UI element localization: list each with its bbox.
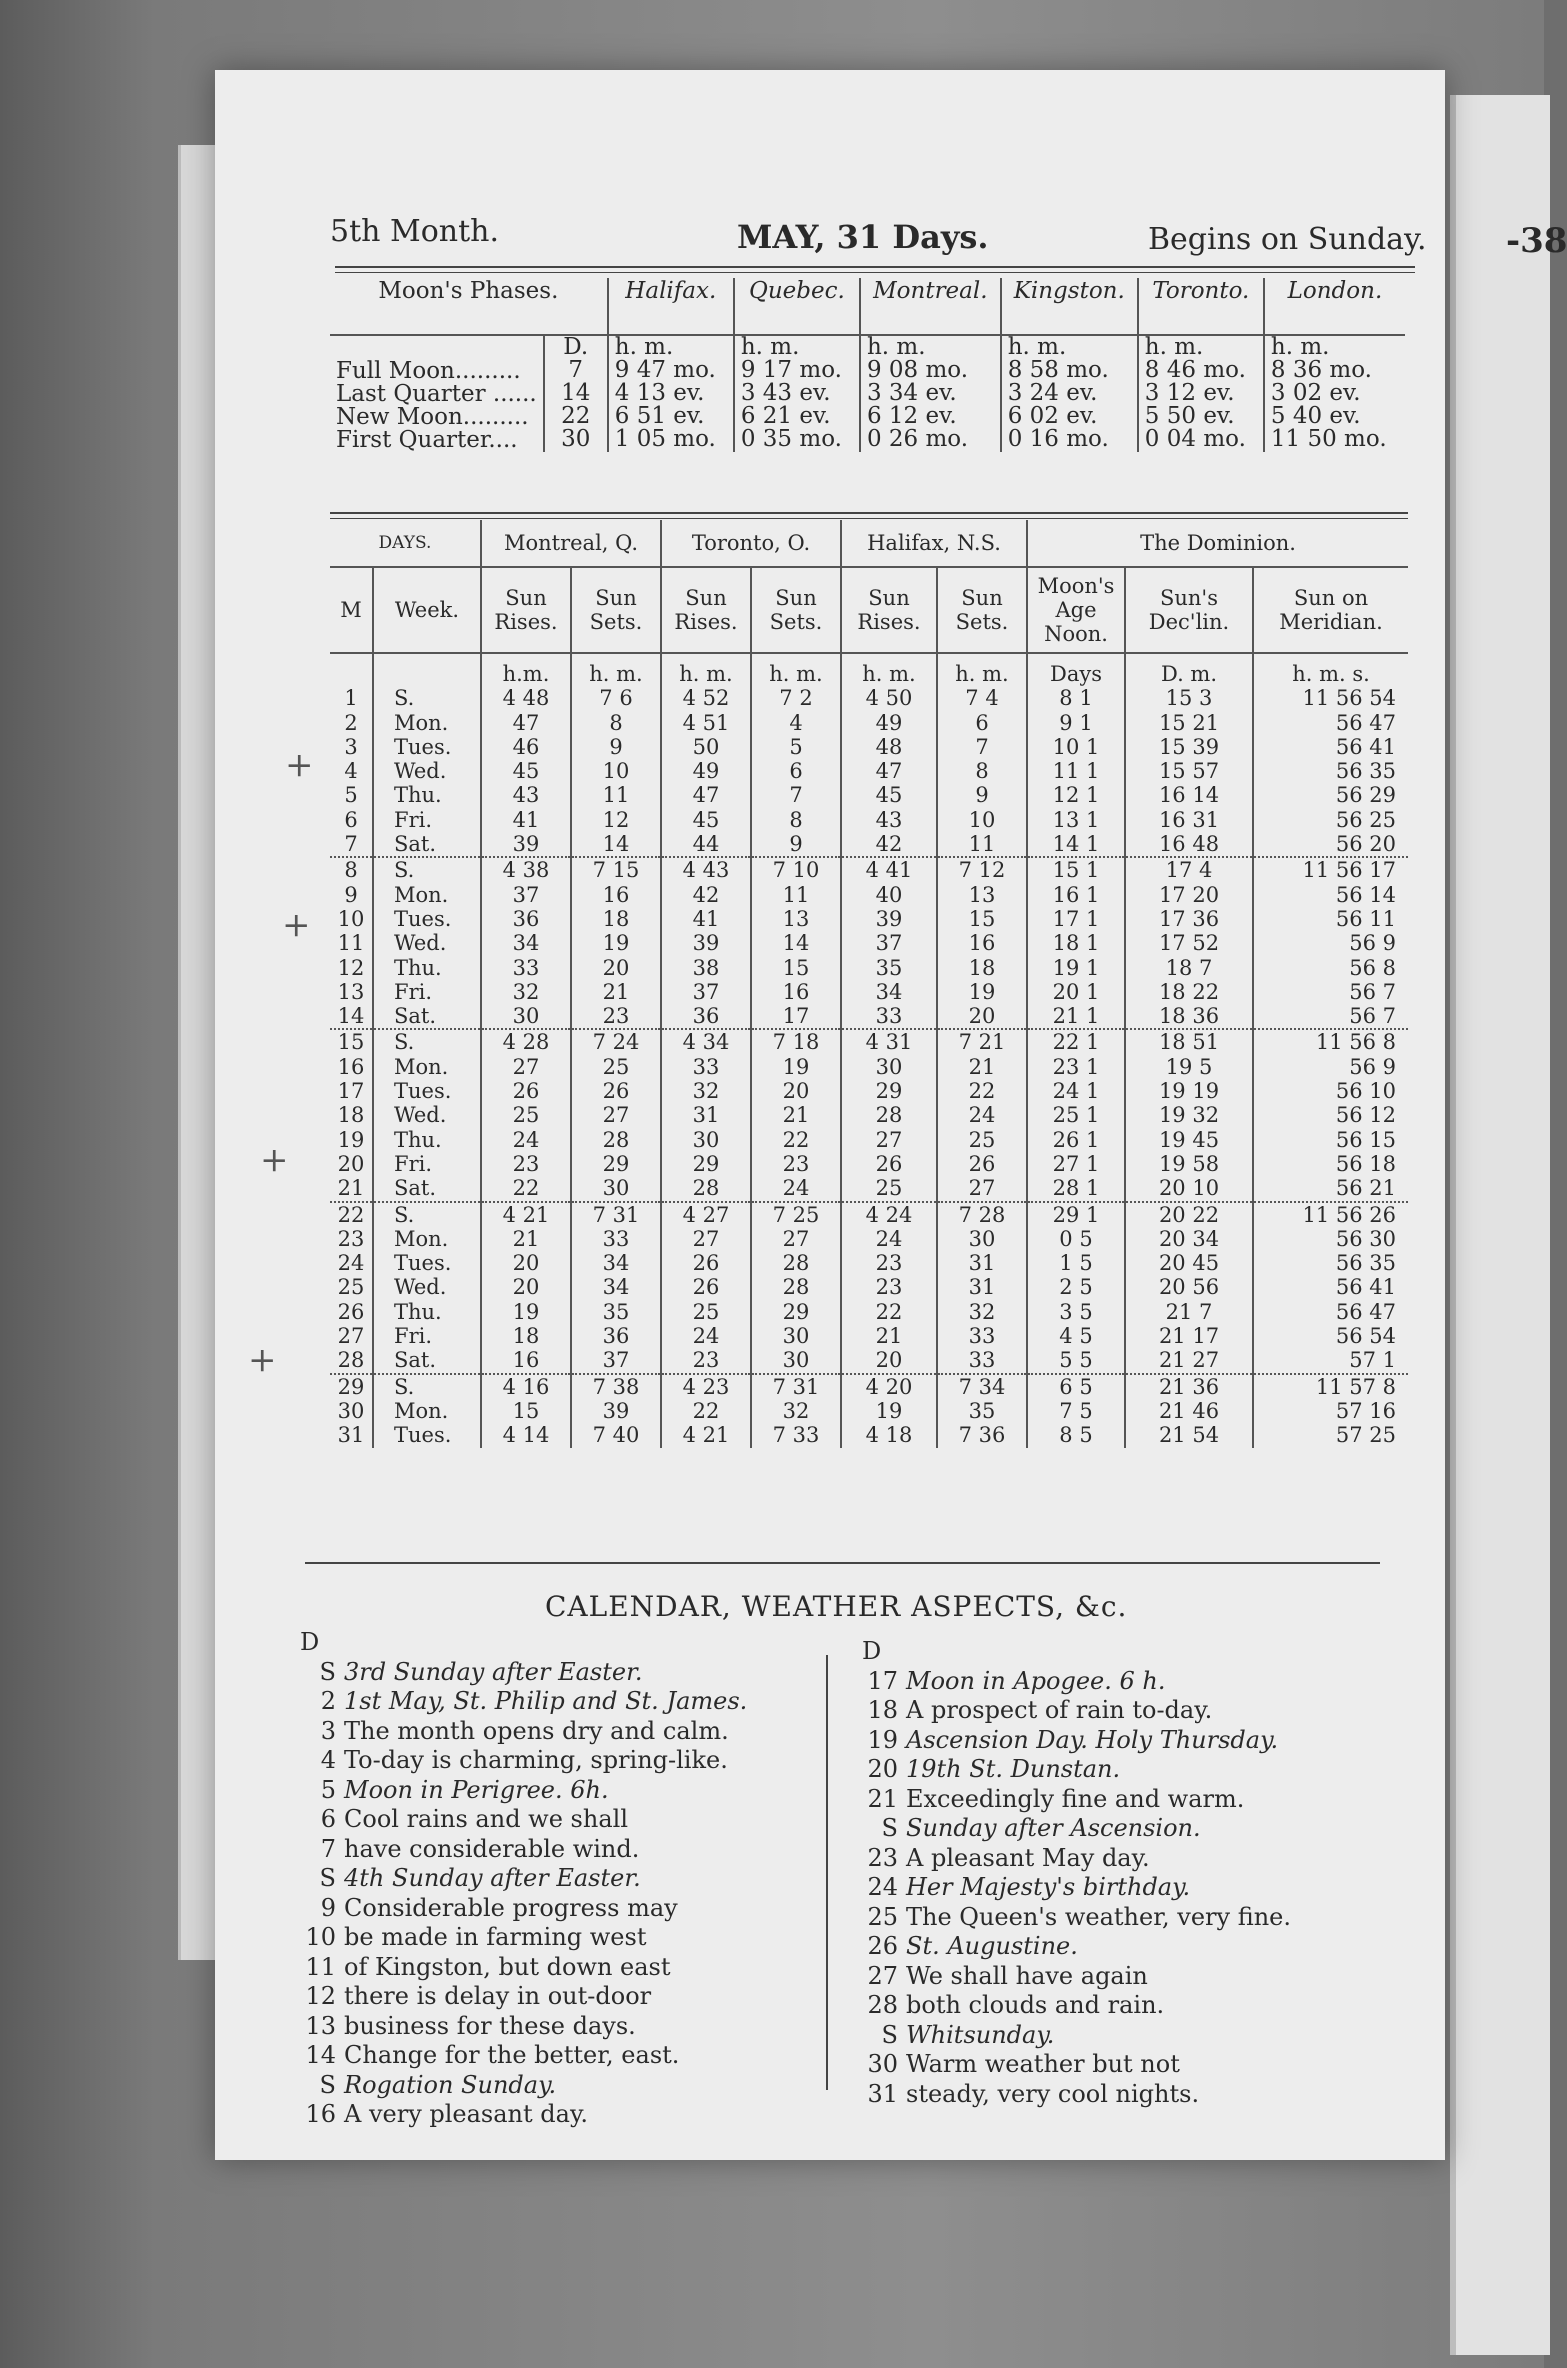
calendar-day: 21: [867, 1784, 898, 1813]
calendar-note: A very pleasant day.: [344, 2100, 588, 2128]
toronto-rises: 4 27 27 26 26 25 24 23: [661, 1202, 751, 1374]
halifax-rises: 4 50 49 48 47 45 43 42: [841, 686, 937, 857]
calendar-entry: [300, 1717, 747, 1747]
unit-label: h. m.: [1007, 334, 1067, 360]
calendar-note: Her Majesty's birthday.: [906, 1873, 1191, 1901]
calendar-left-entries: [300, 1658, 747, 2130]
calendar-note: business for these days.: [344, 2011, 636, 2040]
calendar-note: have considerable wind.: [344, 1834, 640, 1863]
sun-declination: 18 51 19 5 19 19 19 32 19 45 19 58 20 10: [1125, 1029, 1253, 1201]
calendar-entry: [300, 1894, 747, 1924]
calendar-entry: [862, 1696, 1291, 1726]
calendar-day: 2: [320, 1687, 336, 1715]
sun-declination: 20 22 20 34 20 45 20 56 21 7 21 17 21 27: [1125, 1202, 1253, 1374]
weekdays: S. Mon. Tues. Wed. Thu. Fri. Sat.: [373, 857, 481, 1029]
page-title: MAY, 31 Days.: [737, 218, 989, 256]
calendar-day: 14: [305, 2041, 336, 2069]
kingston-times: [1001, 335, 1138, 452]
phase-time: 9 08 mo.: [866, 357, 969, 383]
halifax-sets: 7 21 21 22 24 25 26 27: [937, 1029, 1027, 1201]
calendar-day: 30: [867, 2050, 898, 2078]
calendar-note: Change for the better, east.: [344, 2041, 680, 2069]
quebec-times: [734, 335, 860, 452]
phase-time: 3 34 ev.: [866, 380, 957, 406]
calendar-entry: [862, 2050, 1291, 2080]
city-kingston: Kingston.: [1001, 278, 1138, 335]
phase-time: 0 16 mo.: [1007, 426, 1109, 452]
calendar-day: 17: [867, 1666, 898, 1695]
moon-phases-label: Moon's Phases.: [330, 278, 608, 335]
col-hal-set: Sun Sets.: [937, 567, 1027, 653]
pencil-mark: +: [260, 1140, 289, 1180]
calendar-entry: [862, 1785, 1291, 1815]
unit-cell: h. m. s.: [1292, 662, 1370, 686]
calendar-note: Ascension Day. Holy Thursday.: [906, 1725, 1279, 1754]
unit-cell: h. m.: [571, 653, 661, 686]
begins-on-label: Begins on Sunday.: [1148, 222, 1427, 257]
phase-time: 8 46 mo.: [1144, 357, 1246, 383]
moon-age: 29 1 0 5 1 5 2 5 3 5 4 5 5 5: [1027, 1202, 1125, 1374]
calendar-note: of Kingston, but down east: [344, 1952, 671, 1981]
calendar-note: Moon in Perigree. 6h.: [344, 1775, 609, 1804]
montreal-sets: 7 6 8 9 10 11 12 14: [571, 686, 661, 857]
units-row: [330, 653, 1408, 686]
moon-age: 22 1 23 1 24 1 25 1 26 1 27 1 28 1: [1027, 1029, 1125, 1201]
halifax-sets: 7 28 30 31 31 32 33 33: [937, 1202, 1027, 1374]
calendar-note: The Queen's weather, very fine.: [906, 1902, 1292, 1931]
montreal-sets: 7 31 33 34 34 35 36 37: [571, 1202, 661, 1374]
calendar-entry: [300, 2012, 747, 2042]
header-rule: [335, 266, 1415, 268]
unit-label: h. m.: [740, 334, 800, 360]
calendar-note: Warm weather but not: [906, 2050, 1180, 2078]
city-london: London.: [1264, 278, 1405, 335]
phase-name: First Quarter....: [336, 427, 518, 453]
toronto-rises: 4 52 4 51 50 49 47 45 44: [661, 686, 751, 857]
halifax-rises: 4 31 30 29 28 27 26 25: [841, 1029, 937, 1201]
day-numbers: 29 30 31: [330, 1374, 373, 1448]
calendar-day: S: [319, 1864, 336, 1892]
phase-name: Full Moon.........: [336, 358, 521, 384]
montreal-sets: 7 24 25 26 27 28 29 30: [571, 1029, 661, 1201]
calendar-entry: [300, 2041, 747, 2071]
unit-cell: h. m.: [937, 653, 1027, 686]
calendar-day: 7: [320, 1834, 336, 1863]
calendar-note: Considerable progress may: [344, 1893, 678, 1922]
phase-time: 6 21 ev.: [740, 403, 831, 429]
calendar-note: The month opens dry and calm.: [344, 1716, 729, 1745]
group-montreal: Montreal, Q.: [481, 520, 661, 567]
weekdays: S. Mon. Tues.: [373, 1374, 481, 1448]
calendar-entry: [862, 1991, 1291, 2021]
week-block-2: [330, 857, 1408, 1029]
phase-names: [330, 335, 544, 452]
unit-cell: h. m.: [751, 653, 841, 686]
halifax-sets: 7 12 13 15 16 18 19 20: [937, 857, 1027, 1029]
calendar-day: 16: [305, 2100, 336, 2128]
week-block-3: [330, 1029, 1408, 1201]
phase-time: 5 40 ev.: [1270, 403, 1361, 429]
unit-cell: [330, 653, 373, 686]
unit-cell: h. m.: [841, 653, 937, 686]
montreal-rises: 4 38 37 36 34 33 32 30: [481, 857, 571, 1029]
pencil-mark: +: [282, 905, 311, 945]
weekdays: S. Mon. Tues. Wed. Thu. Fri. Sat.: [373, 686, 481, 857]
unit-label: h. m.: [1144, 334, 1204, 360]
calendar-note: 3rd Sunday after Easter.: [344, 1657, 643, 1686]
phase-day: 7: [568, 357, 584, 383]
calendar-note: 1st May, St. Philip and St. James.: [344, 1687, 748, 1715]
group-toronto: Toronto, O.: [661, 520, 841, 567]
unit-cell: D. m.: [1125, 653, 1253, 686]
unit-cell: h. m.: [661, 653, 751, 686]
calendar-entry: [300, 1658, 747, 1688]
col-week: Week.: [373, 567, 481, 653]
month-label: 5th Month.: [330, 214, 500, 249]
city-toronto: Toronto.: [1138, 278, 1264, 335]
calendar-entry: [300, 1805, 747, 1835]
phase-time: 0 35 mo.: [740, 426, 842, 452]
phase-day: 14: [561, 380, 591, 406]
toronto-rises: 4 23 22 4 21: [661, 1374, 751, 1448]
phase-time: 1 05 mo.: [614, 426, 716, 452]
halifax-rises: 4 20 19 4 18: [841, 1374, 937, 1448]
calendar-day: 6: [320, 1805, 336, 1833]
halifax-rises: 4 24 24 23 23 22 21 20: [841, 1202, 937, 1374]
sun-declination: 15 3 15 21 15 39 15 57 16 14 16 31 16 48: [1125, 686, 1253, 857]
weekdays: S. Mon. Tues. Wed. Thu. Fri. Sat.: [373, 1029, 481, 1201]
calendar-day: 11: [305, 1952, 336, 1981]
toronto-sets: 7 10 11 13 14 15 16 17: [751, 857, 841, 1029]
phase-time: 3 12 ev.: [1144, 380, 1235, 406]
calendar-day: 31: [867, 2079, 898, 2108]
calendar-day: S: [881, 1814, 898, 1842]
calendar-day: 12: [305, 1982, 336, 2010]
phase-time: 0 26 mo.: [866, 426, 969, 452]
calendar-entry: [300, 1864, 747, 1894]
group-halifax: Halifax, N.S.: [841, 520, 1027, 567]
calendar-entry: [862, 1667, 1291, 1697]
sun-meridian: 11 57 8 57 16 57 25: [1253, 1374, 1408, 1448]
col-moon-age: Moon's Age Noon.: [1027, 567, 1125, 653]
calendar-day: S: [881, 2020, 898, 2049]
calendar-note: A prospect of rain to-day.: [906, 1696, 1213, 1724]
calendar-divider: [826, 1655, 828, 2090]
sun-meridian: 11 56 8 56 9 56 10 56 12 56 15 56 18 56 21: [1253, 1029, 1408, 1201]
pencil-mark: +: [248, 1340, 277, 1380]
calendar-note: Whitsunday.: [906, 2020, 1055, 2049]
sun-meridian: 11 56 17 56 14 56 11 56 9 56 8 56 7 56 7: [1253, 857, 1408, 1029]
calendar-day: 28: [867, 1991, 898, 2019]
montreal-sets: 7 15 16 18 19 20 21 23: [571, 857, 661, 1029]
calendar-entry: [862, 1726, 1291, 1756]
halifax-rises: 4 41 40 39 37 35 34 33: [841, 857, 937, 1029]
almanac-table: [330, 520, 1408, 1448]
day-numbers: 22 23 24 25 26 27 28: [330, 1202, 373, 1374]
calendar-entry: [300, 1776, 747, 1806]
calendar-entry: [300, 1746, 747, 1776]
header-rule-2: [335, 272, 1415, 273]
unit-label: h. m.: [866, 334, 926, 360]
city-halifax: Halifax.: [608, 278, 734, 335]
moon-age: 15 1 16 1 17 1 18 1 19 1 20 1 21 1: [1027, 857, 1125, 1029]
calendar-right-header: D: [862, 1637, 882, 1665]
toronto-times: [1138, 335, 1264, 452]
day-numbers: 8 9 10 11 12 13 14: [330, 857, 373, 1029]
col-m: M: [330, 567, 373, 653]
pencil-mark: +: [285, 745, 314, 785]
phase-name: New Moon.........: [336, 404, 529, 430]
unit-label: h. m.: [1270, 334, 1330, 360]
calendar-note: be made in farming west: [344, 1923, 647, 1951]
montreal-rises: 4 48 47 46 45 43 41 39: [481, 686, 571, 857]
calendar-left-header: D: [300, 1628, 320, 1656]
halifax-sets: 7 4 6 7 8 9 10 11: [937, 686, 1027, 857]
col-meridian: Sun on Meridian.: [1253, 567, 1408, 653]
calendar-day: 3: [320, 1716, 336, 1745]
calendar-day: 24: [867, 1873, 898, 1901]
unit-cell: [373, 653, 481, 686]
calendar-day: 25: [867, 1902, 898, 1931]
phase-time: 3 43 ev.: [740, 380, 831, 406]
calendar-entry: [862, 1903, 1291, 1933]
calendar-note: there is delay in out-door: [344, 1982, 652, 2010]
calendar-day: 27: [867, 1961, 898, 1990]
calendar-right-column: [862, 1637, 1291, 2109]
phase-time: 9 47 mo.: [614, 357, 716, 383]
phase-time: 3 02 ev.: [1270, 380, 1361, 406]
phase-name: Last Quarter ......: [336, 381, 537, 407]
col-mtl-set: Sun Sets.: [571, 567, 661, 653]
calendar-note: 4th Sunday after Easter.: [344, 1864, 641, 1892]
days-label: DAYS.: [330, 520, 481, 567]
calendar-entry: [300, 1687, 747, 1717]
day-numbers: 15 16 17 18 19 20 21: [330, 1029, 373, 1201]
calendar-note: We shall have again: [906, 1961, 1148, 1990]
phase-day: 30: [561, 426, 591, 452]
london-times: [1264, 335, 1405, 452]
col-tor-rise: Sun Rises.: [661, 567, 751, 653]
calendar-day: 13: [305, 2011, 336, 2040]
sun-meridian: 11 56 54 56 47 56 41 56 35 56 29 56 25 56 20: [1302, 686, 1396, 857]
calendar-title: CALENDAR, WEATHER ASPECTS, &c.: [545, 1590, 1128, 1623]
table-top-rule-2: [330, 518, 1408, 519]
calendar-note: Moon in Apogee. 6 h.: [906, 1666, 1166, 1695]
city-quebec: Quebec.: [734, 278, 860, 335]
calendar-entry: [862, 1932, 1291, 1962]
phase-time: 8 58 mo.: [1007, 357, 1109, 383]
calendar-day: 5: [320, 1775, 336, 1804]
calendar-note: steady, very cool nights.: [906, 2079, 1200, 2108]
calendar-day: S: [319, 2070, 336, 2099]
sun-meridian: 11 56 26 56 30 56 35 56 41 56 47 56 54 57 1: [1253, 1202, 1408, 1374]
phase-time: 0 04 mo.: [1144, 426, 1246, 452]
phase-time: 6 12 ev.: [866, 403, 957, 429]
calendar-note: St. Augustine.: [906, 1932, 1078, 1960]
phase-day-header: D.: [563, 334, 589, 360]
toronto-rises: 4 34 33 32 31 30 29 28: [661, 1029, 751, 1201]
montreal-sets: 7 38 39 7 40: [571, 1374, 661, 1448]
phase-time: 9 17 mo.: [740, 357, 842, 383]
calendar-entry: [862, 2021, 1291, 2051]
weekdays: S. Mon. Tues. Wed. Thu. Fri. Sat.: [373, 1202, 481, 1374]
phase-time: 3 24 ev.: [1007, 380, 1098, 406]
unit-cell: h.m.: [481, 653, 571, 686]
calendar-note: both clouds and rain.: [906, 1991, 1165, 2019]
calendar-entry: [300, 1953, 747, 1983]
week-block-5: [330, 1374, 1408, 1448]
week-block-1: [330, 686, 1408, 857]
calendar-day: 19: [867, 1725, 898, 1754]
calendar-entry: [300, 2100, 747, 2130]
phase-time: 11 50 mo.: [1270, 426, 1387, 452]
moon-age: 8 1 9 1 10 1 11 1 12 1 13 1 14 1: [1027, 686, 1125, 857]
phase-time: 5 50 ev.: [1144, 403, 1235, 429]
calendar-entry: [300, 1982, 747, 2012]
facing-page: [1450, 95, 1567, 2355]
halifax-times: [608, 335, 734, 452]
phase-time: 8 36 mo.: [1270, 357, 1372, 383]
phase-time: 6 51 ev.: [614, 403, 705, 429]
calendar-day: 9: [320, 1893, 336, 1922]
col-declination: Sun's Dec'lin.: [1125, 567, 1253, 653]
calendar-note: A pleasant May day.: [906, 1843, 1150, 1872]
unit-cell: Days: [1027, 653, 1125, 686]
calendar-entry: [862, 1844, 1291, 1874]
calendar-day: 23: [867, 1843, 898, 1872]
calendar-entry: [300, 1923, 747, 1953]
calendar-entry: [300, 2071, 747, 2101]
calendar-right-entries: [862, 1667, 1291, 2110]
calendar-day: 18: [867, 1696, 898, 1724]
moon-phases-table: [330, 278, 1405, 452]
facing-page-number: -38: [1506, 221, 1567, 261]
moon-age: 6 5 7 5 8 5: [1027, 1374, 1125, 1448]
sun-declination: 17 4 17 20 17 36 17 52 18 7 18 22 18 36: [1125, 857, 1253, 1029]
phase-time: 4 13 ev.: [614, 380, 705, 406]
city-montreal: Montreal.: [860, 278, 1001, 335]
toronto-sets: 7 25 27 28 28 29 30 30: [751, 1202, 841, 1374]
calendar-note: 19th St. Dunstan.: [906, 1755, 1121, 1783]
table-top-rule: [330, 512, 1408, 514]
col-hal-rise: Sun Rises.: [841, 567, 937, 653]
calendar-day: S: [319, 1657, 336, 1686]
toronto-rises: 4 43 42 41 39 38 37 36: [661, 857, 751, 1029]
calendar-entry: [300, 1835, 747, 1865]
sun-declination: 21 36 21 46 21 54: [1125, 1374, 1253, 1448]
toronto-sets: 7 2 4 5 6 7 8 9: [751, 686, 841, 857]
calendar-entry: [862, 1873, 1291, 1903]
phase-day: 22: [561, 403, 591, 429]
calendar-day: 4: [320, 1746, 336, 1774]
calendar-day: 26: [867, 1932, 898, 1960]
calendar-day: 10: [305, 1923, 336, 1951]
table-bottom-rule: [305, 1562, 1380, 1564]
calendar-entry: [862, 1814, 1291, 1844]
day-numbers: 1 2 3 4 5 6 7: [330, 686, 373, 857]
montreal-rises: 4 21 21 20 20 19 18 16: [481, 1202, 571, 1374]
calendar-note: Cool rains and we shall: [344, 1805, 628, 1833]
calendar-entry: [862, 1962, 1291, 1992]
calendar-note: To-day is charming, spring-like.: [344, 1746, 728, 1774]
calendar-left-column: [300, 1628, 747, 2130]
halifax-sets: 7 34 35 7 36: [937, 1374, 1027, 1448]
phase-time: 6 02 ev.: [1007, 403, 1098, 429]
calendar-note: Rogation Sunday.: [344, 2070, 557, 2099]
col-mtl-rise: Sun Rises.: [481, 567, 571, 653]
phase-days: [544, 335, 608, 452]
toronto-sets: 7 18 19 20 21 22 23 24: [751, 1029, 841, 1201]
group-dominion: The Dominion.: [1027, 520, 1408, 567]
calendar-day: 20: [867, 1755, 898, 1783]
calendar-entry: [862, 2080, 1291, 2110]
toronto-sets: 7 31 32 7 33: [751, 1374, 841, 1448]
montreal-rises: 4 28 27 26 25 24 23 22: [481, 1029, 571, 1201]
montreal-rises: 4 16 15 4 14: [481, 1374, 571, 1448]
col-tor-set: Sun Sets.: [751, 567, 841, 653]
calendar-note: Sunday after Ascension.: [906, 1814, 1201, 1842]
montreal-times: [860, 335, 1001, 452]
week-block-4: [330, 1202, 1408, 1374]
unit-label: h. m.: [614, 334, 674, 360]
calendar-entry: [862, 1755, 1291, 1785]
calendar-note: Exceedingly fine and warm.: [906, 1784, 1245, 1813]
